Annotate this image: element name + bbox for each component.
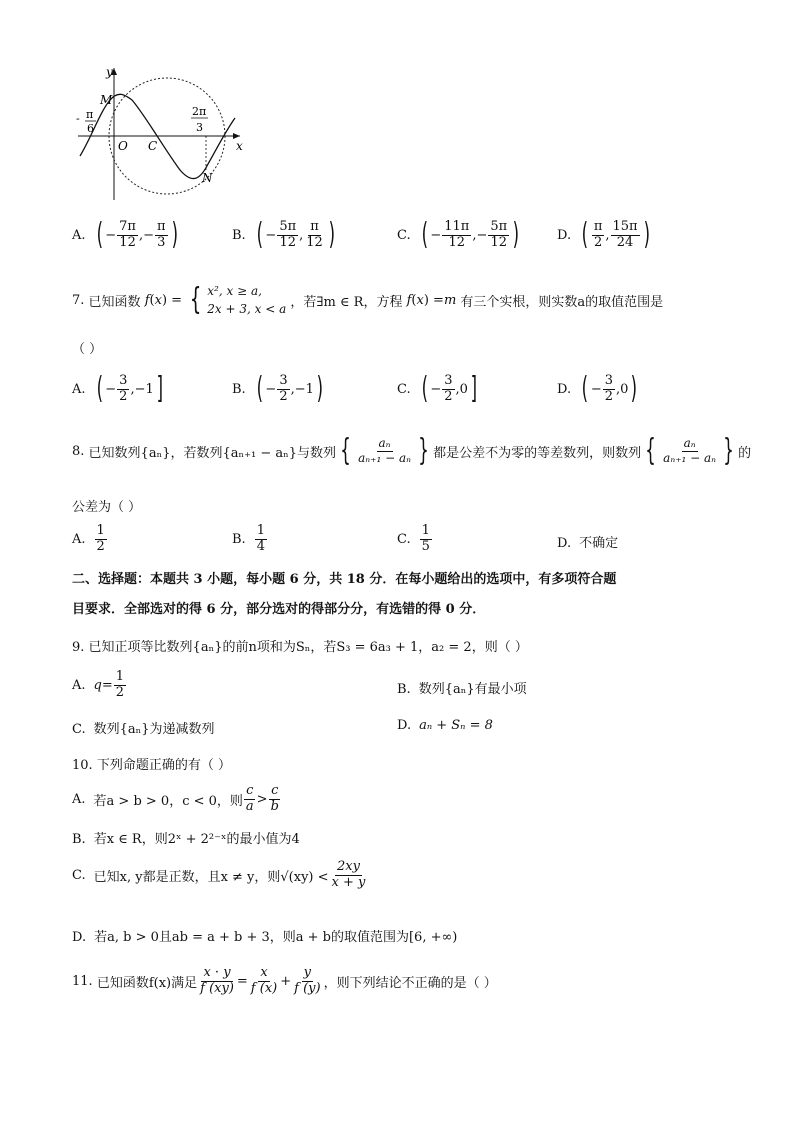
q11-number: 11. (72, 973, 93, 989)
q6-d-label: D. (557, 227, 572, 243)
q9-option-d[interactable] (397, 718, 493, 733)
q7-option-d[interactable]: D. ( − $\frac{3}{2}$ ,0) (557, 371, 638, 407)
q7-case1: x², x ≥ a, (207, 284, 262, 298)
q9-number: 9. (72, 640, 85, 655)
q6-option-b[interactable]: B. ( − $\frac{5\pi}{12}$ , $\frac{\pi}{12}$ ) (232, 217, 335, 253)
label-M: M (100, 93, 113, 107)
q7-case2: 2x + 3, x < a (207, 302, 287, 316)
q9-d-text: aₙ + Sₙ = 8 (419, 718, 493, 733)
q11-pre: 已知函数f(x)满足 (96, 975, 198, 991)
q7-c-label: C. (397, 381, 411, 397)
q9-b-text: 数列{aₙ}有最小项 (418, 682, 527, 697)
q10-d-text: 若a, b > 0且ab = a + b + 3，则a + b的取值范围为[6, +∞) (94, 930, 458, 945)
label-neg-pi-6-den: 6 (87, 122, 94, 135)
label-neg-pi-6-sign: - (76, 112, 80, 125)
q8-option-d[interactable] (557, 532, 618, 551)
q9-d-label: D. (397, 718, 412, 733)
q10-option-c[interactable]: C. 已知x, y都是正数，且x ≠ y，则√(xy) < $\frac{2xy}{x + y}$ (72, 859, 366, 890)
q9-text: 已知正项等比数列{aₙ}的前n项和为Sₙ，若S₃ = 6a₃ + 1，a₂ = 2，则（ ） (88, 640, 528, 655)
q7-option-a[interactable]: A. ( − $\frac{3}{2}$ ,−1] (72, 371, 163, 407)
q10-option-d[interactable] (72, 926, 457, 945)
q7-stem: 7. 已知函数 f(x) = { x², x ≥ a, 2x + 3, x < a ，若∃m ∈ R，方程 f(x) =m 有三个实根，则实数a的取值范围是 (72, 282, 664, 317)
q7-number: 7. (72, 292, 85, 308)
label-2pi3-den: 3 (196, 121, 203, 134)
q6-option-d[interactable]: D. ( $\frac{\pi}{2}$ , $\frac{15\pi}{24}$ ) (557, 217, 650, 253)
q8-b-label: B. (232, 531, 246, 547)
q9-a-label: A. (72, 677, 86, 693)
q8-text3: 的 (738, 445, 752, 461)
q7-b-label: B. (232, 381, 246, 397)
q10-text: 下列命题正确的有（ ） (96, 758, 231, 773)
q7-answer-paren: （ ） (72, 342, 103, 357)
label-O: O (118, 139, 128, 153)
q9-option-b[interactable] (397, 678, 527, 697)
q10-b-text: 若x ∈ R，则2ˣ + 2²⁻ˣ的最小值为4 (93, 832, 300, 847)
label-y: y (106, 65, 113, 79)
q9-option-c[interactable] (72, 718, 215, 737)
label-N: N (202, 171, 213, 185)
q9-option-a[interactable]: A. q= $\frac{1}{2}$ (72, 669, 125, 700)
q6-option-a[interactable]: A. ( − $\frac{7\pi}{12}$ ,− $\frac{\pi}{3}$ ) (72, 217, 178, 253)
q9-c-label: C. (72, 722, 86, 737)
q6-c-label: C. (397, 227, 411, 243)
q11-post: ，则下列结论不正确的是（ ） (323, 975, 497, 991)
q6-b-label: B. (232, 227, 246, 243)
q9-b-label: B. (397, 682, 411, 697)
q9-c-text: 数列{aₙ}为递减数列 (93, 722, 215, 737)
q7-a-label: A. (72, 381, 86, 397)
q8-option-b[interactable]: B. $\frac{1}{4}$ (232, 523, 265, 554)
q10-c-label: C. (72, 867, 86, 883)
q9-stem (72, 636, 528, 655)
q8-d-label: D. (557, 536, 572, 551)
q10-option-b[interactable] (72, 828, 300, 847)
q7-d-label: D. (557, 381, 572, 397)
q8-stem: 8. 已知数列{aₙ}，若数列{aₙ₊₁ − aₙ}与数列 { $\frac{\text{aₙ}}{\text{aₙ₊₁ − aₙ}}$ } 都是公差不为零的等差数列，则数列 { $\frac{\text{aₙ}}{\text{aₙ₊₁ − aₙ}}$ } 的 (72, 433, 752, 468)
function-graph-figure (70, 60, 250, 205)
q8-d-text: 不确定 (579, 536, 619, 551)
label-2pi3-num: 2π (192, 105, 207, 118)
q10-number: 10. (72, 758, 93, 773)
q8-c-label: C. (397, 531, 411, 547)
q8-text2: 都是公差不为零的等差数列，则数列 (433, 445, 642, 461)
q8-option-a[interactable]: A. $\frac{1}{2}$ (72, 523, 105, 554)
section2-line2: 目要求．全部选对的得 6 分，部分选对的得部分分，有选错的得 0 分． (72, 602, 486, 617)
label-C: C (148, 139, 158, 153)
q7-mid: ，若∃m ∈ R，方程 (290, 294, 403, 310)
q7-tail: 有三个实根，则实数a的取值范围是 (460, 294, 664, 310)
section2-line1: 二、选择题：本题共 3 小题，每小题 6 分，共 18 分．在每小题给出的选项中，有多项符合题 (72, 572, 617, 587)
q8-option-c[interactable]: C. $\frac{1}{5}$ (397, 523, 430, 554)
q7-option-c[interactable]: C. ( − $\frac{3}{2}$ ,0] (397, 371, 478, 407)
graph-svg (70, 60, 250, 205)
q6-a-label: A. (72, 227, 86, 243)
label-x: x (236, 139, 243, 153)
q10-stem (72, 754, 231, 773)
q10-c-pre: 已知x, y都是正数，且x ≠ y，则√(xy) < (93, 869, 329, 885)
q10-b-label: B. (72, 832, 86, 847)
q6-option-c[interactable]: C. ( − $\frac{11\pi}{12}$ ,− $\frac{5\pi}{12}$ ) (397, 217, 520, 253)
q10-a-label: A. (72, 791, 86, 807)
q8-line2: 公差为（ ） (72, 500, 142, 515)
q10-a-pre: 若a > b > 0，c < 0，则 (93, 793, 243, 809)
q10-d-label: D. (72, 930, 87, 945)
q11-stem: 11. 已知函数f(x)满足 $\frac{x \cdot y}{f (xy)}$ = $\frac{x}{f (x)}$ + $\frac{y}{f (y)}$ ，则下列结论不正确的是（ ） (72, 965, 497, 996)
q10-option-a[interactable]: A. 若a > b > 0，c < 0，则 $\frac{c}{a}$ > $\frac{c}{b}$ (72, 783, 279, 814)
q8-number: 8. (72, 443, 85, 459)
q7-lead: 已知函数 (88, 294, 141, 310)
q8-a-label: A. (72, 531, 86, 547)
q7-option-b[interactable]: B. ( − $\frac{3}{2}$ ,−1) (232, 371, 323, 407)
q8-text1: 已知数列{aₙ}，若数列{aₙ₊₁ − aₙ}与数列 (88, 445, 336, 461)
label-neg-pi-6-num: π (86, 108, 94, 121)
